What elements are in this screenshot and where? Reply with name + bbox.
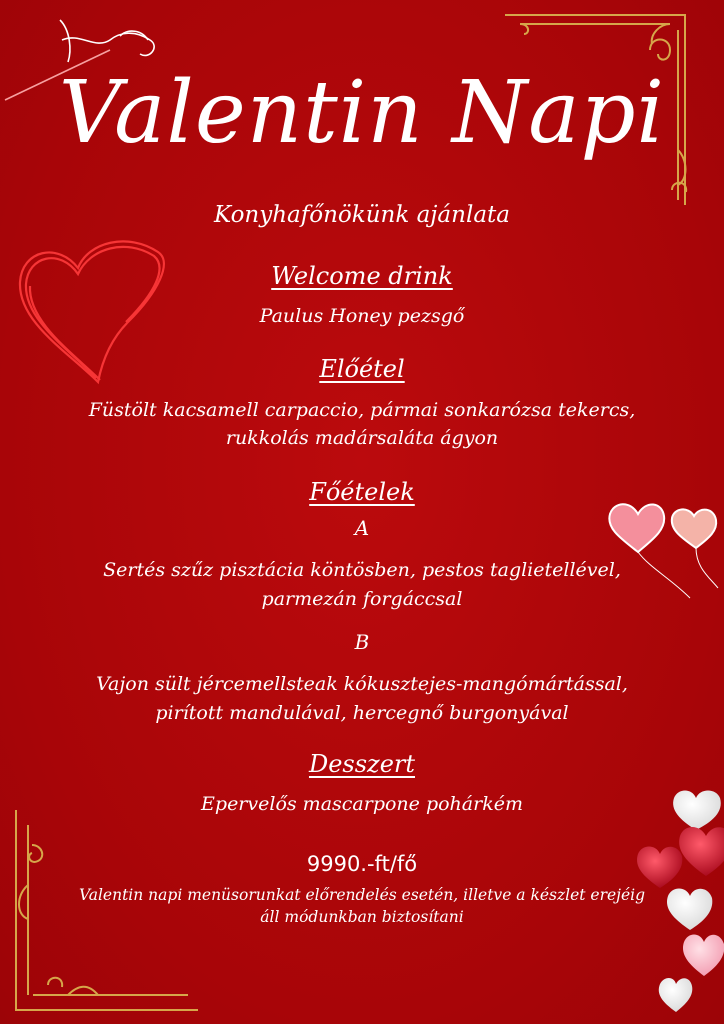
main-option-b-line-2: pirított mandulával, hercegnő burgonyával — [155, 702, 569, 724]
section-title-welcome: Welcome drink — [271, 262, 453, 290]
dessert-item: Epervelős mascarpone pohárkém — [201, 793, 523, 815]
price: 9990.-ft/fő — [306, 852, 418, 876]
starter-line-1: Füstölt kacsamell carpaccio, pármai sonkarózsa tekercs, — [88, 399, 636, 421]
section-title-starter: Előétel — [319, 355, 405, 383]
section-title-dessert: Desszert — [308, 750, 416, 778]
main-option-b-line-1: Vajon sült jércemellsteak kókusztejes-mangómártással, — [96, 673, 628, 695]
page-title: Valentin Napi — [58, 63, 666, 163]
footer-note-line-1: Valentin napi menüsorunkat előrendelés esetén, illetve a készlet erejéig — [78, 886, 646, 904]
main-option-b-label: B — [354, 630, 370, 654]
main-option-a-line-2: parmezán forgáccsal — [261, 588, 463, 610]
section-title-main: Főételek — [309, 478, 415, 506]
welcome-item: Paulus Honey pezsgő — [259, 305, 465, 327]
footer-note — [30, 884, 694, 928]
footer-note-line-2: áll módunkban biztosítani — [260, 908, 464, 926]
starter-line-2: rukkolás madársaláta ágyon — [225, 427, 499, 449]
main-option-a-label: A — [354, 516, 370, 540]
main-option-a-line-1: Sertés szűz pisztácia köntösben, pestos taglietellével, — [103, 559, 621, 581]
page-subtitle: Konyhafőnökünk ajánlata — [214, 202, 510, 228]
